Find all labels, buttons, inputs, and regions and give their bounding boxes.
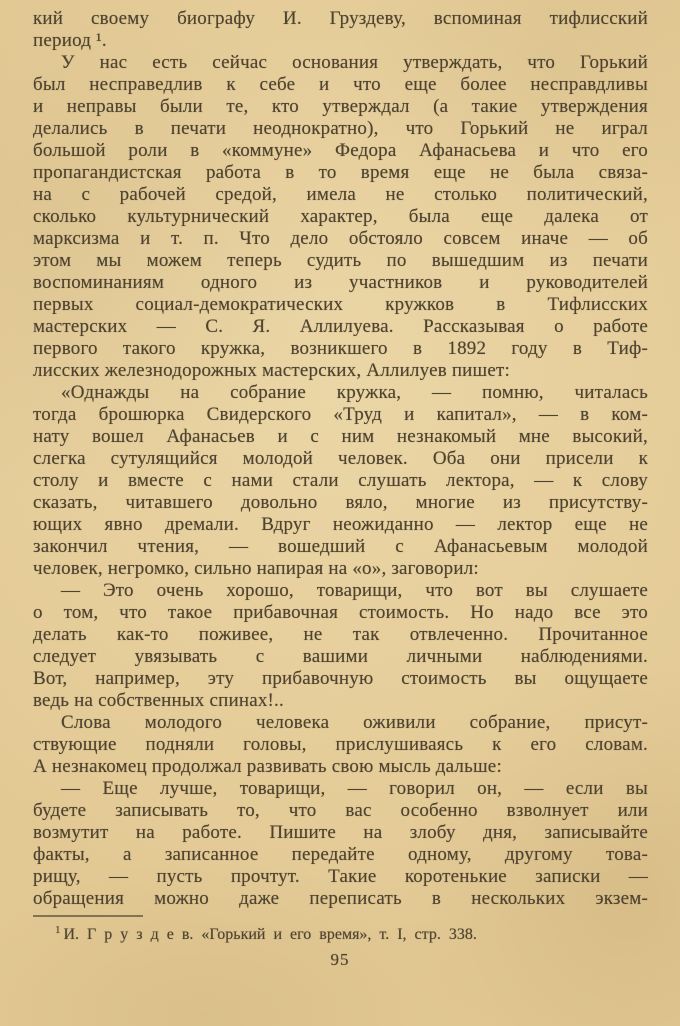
text-line: закончил чтения, — вошедший с Афанасьевым молодой [33,536,648,557]
text-line: рищу, — пусть прочтут. Такие коротенькие записки — [33,866,648,887]
text-line: сколько культурнический характер, была еще далека от [33,206,648,227]
text-line: воспоминаниям одного из участников и руководителей [33,272,648,293]
text-line: — Это очень хорошо, товарищи, что вот вы слушаете [61,580,648,601]
text-line: человек, негромко, сильно напирая на «о», заговорил: [33,558,479,579]
text-line: будете записывать то, что вас особенно взволнует или [33,800,648,821]
text-line: нату вошел Афанасьев и с ним незнакомый мне высокий, [33,426,648,447]
text-line: лисских железнодорожных мастерских, Аллилуев пишет: [33,360,510,381]
text-line: этом мы можем теперь судить по вышедшим из печати [33,250,648,271]
text-line: кий своему биографу И. Груздеву, вспоминая тифлисский [33,8,648,29]
text-line: делать как-то поживее, не так отвлеченно. Прочитанное [33,624,648,645]
text-line: факты, а записанное передайте одному, другому това- [33,844,648,865]
page-number: 95 [330,950,350,969]
text-line: тогда брошюрка Свидерского «Труд и капитал», — в ком- [33,404,648,425]
text-line: первого такого кружка, возникшего в 1892 году в Тиф- [33,338,648,359]
text-line: пропагандистская работа в то время еще не была связа- [33,162,648,183]
text-line: столу и вместе с нами стали слушать лектора, — к слову [33,470,648,491]
paragraph [33,382,648,580]
text-line: ведь на собственных спинах!.. [33,690,284,711]
text-line: о том, что такое прибавочная стоимость. Но надо все это [33,602,648,623]
text-line: — Еще лучше, товарищи, — говорил он, — если вы [61,778,648,799]
text-line: период ¹. [33,30,107,51]
text-line: обращения можно даже переписать в нескольких экзем- [33,888,648,909]
text-line: следует увязывать с вашими личными наблюдениями. [33,646,648,667]
text-line: У нас есть сейчас основания утверждать, что Горький [61,52,648,73]
text-line: Вот, например, эту прибавочную стоимость вы ощущаете [33,668,648,689]
paragraph [33,778,648,910]
text-line: «Однажды на собрание кружка, — помню, читалась [61,382,648,403]
text-line: первых социал-демократических кружков в Тифлисских [33,294,648,315]
paragraph [33,52,648,382]
footnote-marker: 1 [55,923,61,936]
paragraph [33,8,648,52]
paragraph [33,712,648,778]
text-line: ющих явно дремали. Вдруг неожиданно — лектор еще не [33,514,648,535]
text-line: делались в печати неоднократно), что Горький не играл [33,118,648,139]
footnote [33,925,648,945]
text-line: был несправедлив к себе и что еще более несправдливы [33,74,648,95]
footnote-text: И. Г р у з д е в. «Горький и его время», т. I, стр. 338. [63,926,477,943]
text-line: большой роли в «коммуне» Федора Афанасьева и что его [33,140,648,161]
text-block [33,8,648,910]
text-line: возмутит на работе. Пишите на злобу дня, записывайте [33,822,648,843]
text-line: сказать, читавшего довольно вяло, многие из присутству- [33,492,648,513]
text-line: марксизма и т. п. Что дело обстояло совсем иначе — об [33,228,648,249]
text-line: слегка сутулящийся молодой человек. Оба они присели к [33,448,648,469]
text-line: на с рабочей средой, имела не столько политический, [33,184,648,205]
text-line: Слова молодого человека оживили собрание, присут- [61,712,648,733]
text-line: мастерских — С. Я. Аллилуева. Рассказывая о работе [33,316,648,337]
paragraph [33,580,648,712]
text-line: А незнакомец продолжал развивать свою мысль дальше: [33,756,502,777]
text-line: и неправы были те, кто утверждал (а такие утверждения [33,96,648,117]
text-line: ствующие подняли головы, прислушиваясь к его словам. [33,734,648,755]
footnote-separator [33,915,143,917]
